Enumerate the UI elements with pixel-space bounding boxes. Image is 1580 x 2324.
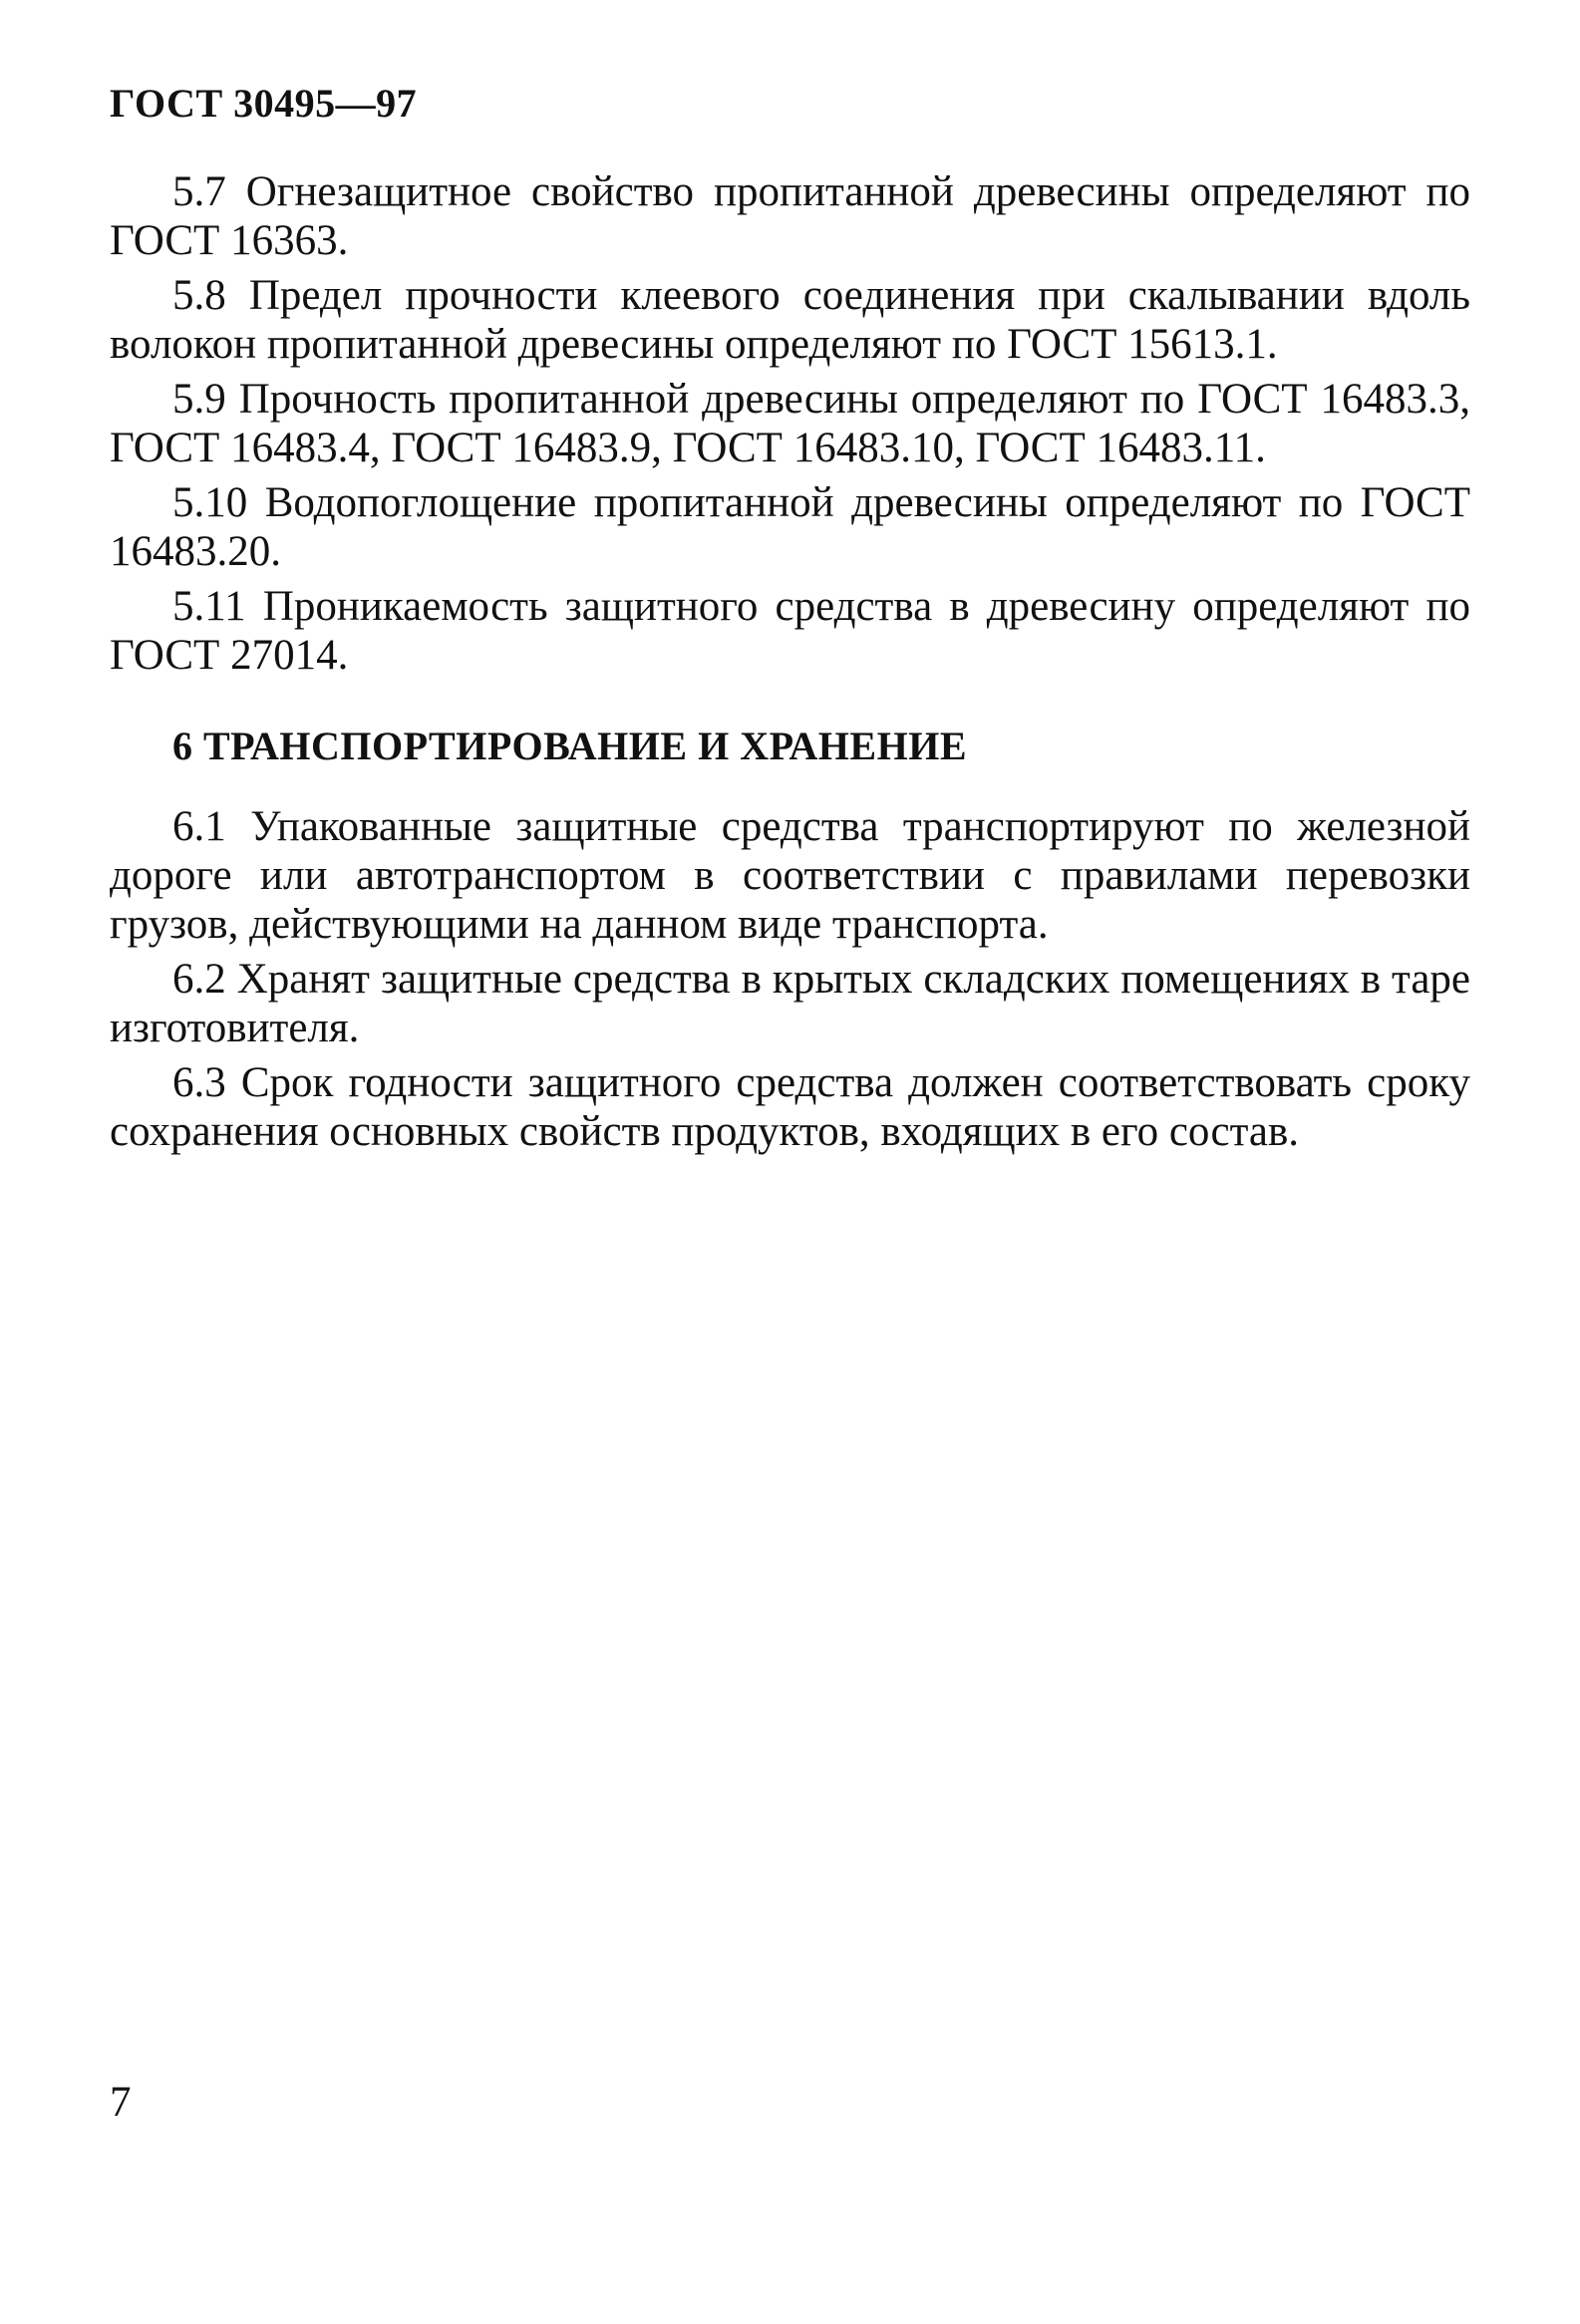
clause-text: Срок годности защитного средства должен соответствовать сроку сохранения основных свойств продуктов, входящих в его состав.: [110, 1059, 1470, 1155]
page-header-standard-id: ГОСТ 30495—97: [110, 81, 418, 126]
clause-text: Хранят защитные средства в крытых складских помещениях в таре изготовителя.: [110, 956, 1470, 1051]
clause-number: 5.8: [172, 272, 226, 319]
clause-number: 6.3: [172, 1059, 226, 1106]
clause-6-3: [110, 1058, 1470, 1156]
clause-6-1: [110, 802, 1470, 949]
clause-number: 5.7: [172, 168, 226, 215]
clause-number: 6.1: [172, 803, 226, 850]
clause-5-7: [110, 167, 1470, 265]
clause-text: Упакованные защитные средства транспортируют по железной дороге или автотранспортом в соответствии с правилами перевозки грузов, действующими на данном виде транспорта.: [110, 803, 1471, 948]
clause-text: Проникаемость защитного средства в древесину определяют по ГОСТ 27014.: [110, 583, 1470, 679]
clause-text: Предел прочности клеевого соединения при скалывании вдоль волокон пропитанной древесины определяют по ГОСТ 15613.1.: [110, 272, 1470, 368]
clause-number: 6.2: [172, 956, 226, 1003]
clause-5-8: [110, 271, 1470, 369]
page-number: 7: [110, 2079, 132, 2126]
clause-text: Прочность пропитанной древесины определяют по ГОСТ 16483.3, ГОСТ 16483.4, ГОСТ 16483.9, ГОСТ 16483.10, ГОСТ 16483.11.: [110, 376, 1470, 471]
clause-number: 5.9: [172, 376, 226, 423]
document-body: [110, 167, 1470, 1162]
clause-5-9: [110, 375, 1470, 472]
clause-5-10: [110, 478, 1470, 576]
clause-6-2: [110, 955, 1470, 1052]
clause-5-11: [110, 582, 1470, 680]
clause-number: 5.11: [172, 583, 246, 630]
clause-text: Водопоглощение пропитанной древесины определяют по ГОСТ 16483.20.: [110, 479, 1470, 575]
clause-number: 5.10: [172, 479, 248, 526]
section-6-heading: 6 ТРАНСПОРТИРОВАНИЕ И ХРАНЕНИЕ: [172, 724, 967, 768]
clause-text: Огнезащитное свойство пропитанной древесины определяют по ГОСТ 16363.: [110, 168, 1470, 264]
